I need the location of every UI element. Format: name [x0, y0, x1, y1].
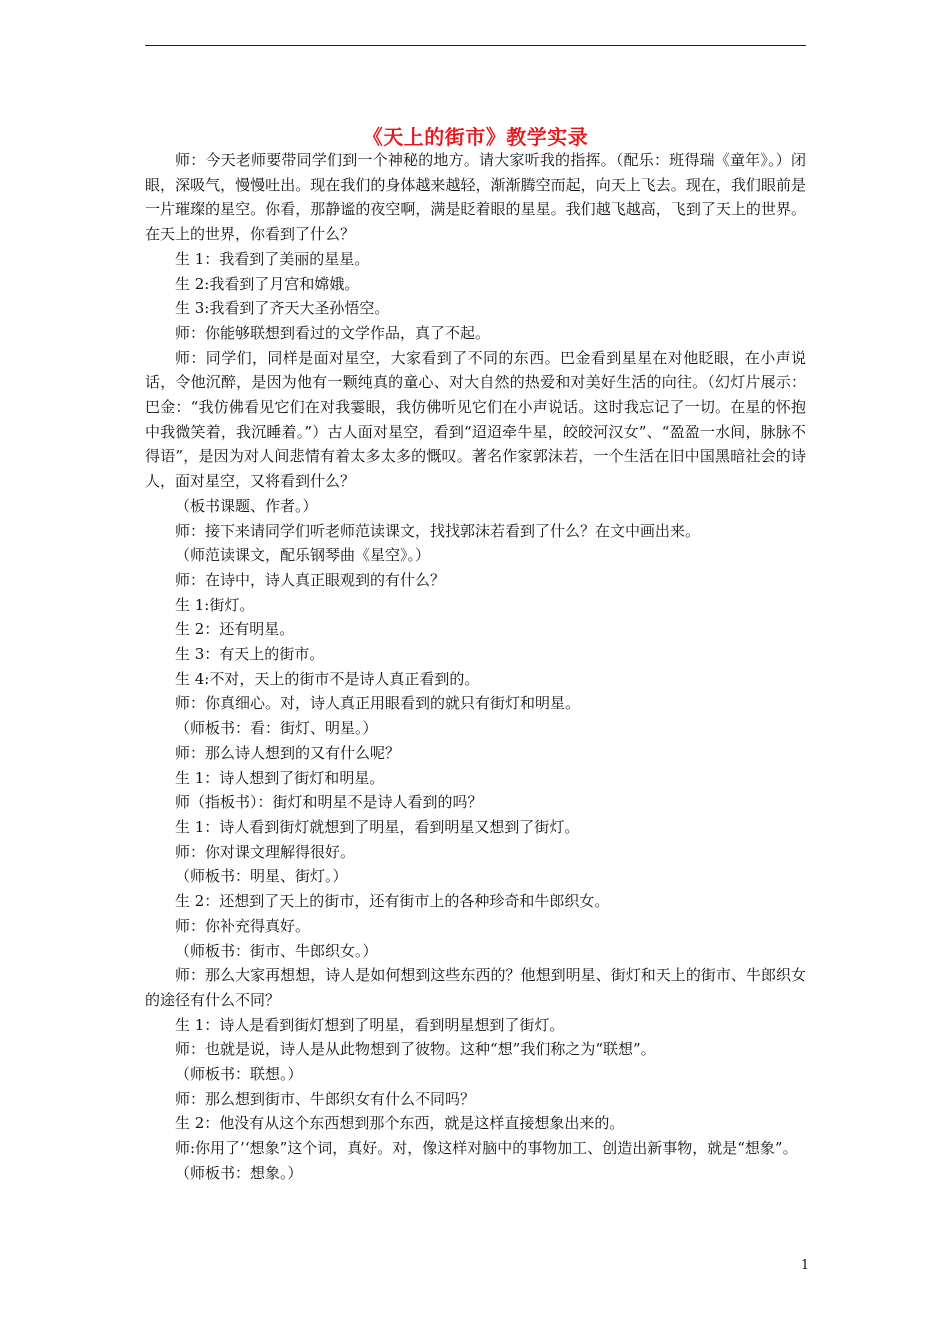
paragraph: 生 3：有天上的街市。: [175, 645, 325, 664]
paragraph: 师：也就是说，诗人是从此物想到了彼物。这种“想”我们称之为“联想”。: [175, 1040, 656, 1059]
paragraph: 生 1：诗人是看到街灯想到了明星，看到明星想到了街灯。: [175, 1015, 565, 1034]
document-body: [145, 148, 806, 1186]
paragraph: 生 2：还有明星。: [175, 620, 295, 639]
paragraph: 师:你用了’‘想象”这个词，真好。对，像这样对脑中的事物加工、创造出新事物，就是“想象”。: [175, 1139, 798, 1158]
paragraph: 师：你能够联想到看过的文学作品，真了不起。: [175, 323, 491, 342]
paragraph: （师板书：明星、街灯。）: [175, 867, 348, 886]
paragraph: 生 1：诗人想到了街灯和明星。: [175, 768, 385, 787]
paragraph: （师板书：街市、牛郎织女。）: [175, 941, 378, 960]
paragraph: 师：接下来请同学们听老师范读课文，找找郭沫若看到了什么？在文中画出来。: [175, 521, 701, 540]
paragraph: 师：你对课文理解得很好。: [175, 842, 356, 861]
paragraph: 生 2：他没有从这个东西想到那个东西，就是这样直接想象出来的。: [175, 1114, 625, 1133]
paragraph: 师：那么诗人想到的又有什么呢？: [175, 743, 401, 762]
paragraph-intro: 师：今天老师要带同学们到一个神秘的地方。请大家听我的指挥。（配乐：班得瑞《童年》。）闭眼，深吸气，慢慢吐出。现在我们的身体越来越轻，渐渐腾空而起，向天上飞去。现在，我们眼前是一片璀璨的星空。你看，那静谧的夜空啊，满是眨着眼的星星。我们越飞越高，飞到了天上的世界。在天上的世界，你看到了什么？: [145, 151, 806, 244]
paragraph: 生 2:我看到了月宫和嫦娥。: [175, 274, 360, 293]
paragraph: （师范读课文，配乐钢琴曲《星空》。）: [175, 546, 431, 565]
paragraph: 生 1：诗人看到街灯就想到了明星，看到明星又想到了街灯。: [175, 817, 580, 836]
page-number: 1: [800, 1258, 810, 1273]
paragraph: 师：那么大家再想想，诗人是如何想到这些东西的？他想到明星、街灯和天上的街市、牛郎织女的途径有什么不同？: [145, 966, 806, 1009]
paragraph: 生 2：还想到了天上的街市，还有街市上的各种珍奇和牛郎织女。: [175, 892, 610, 911]
paragraph: 师：在诗中，诗人真正眼观到的有什么？: [175, 570, 446, 589]
paragraph: （师板书：看：街灯、明星。）: [175, 719, 378, 738]
document-title: 《天上的街市》教学实录: [362, 125, 589, 149]
paragraph: 生 3:我看到了齐天大圣孙悟空。: [175, 299, 390, 318]
paragraph: （师板书：想象。）: [175, 1163, 303, 1182]
paragraph: 生 1:街灯。: [175, 595, 255, 614]
paragraph: 师：你真细心。对，诗人真正用眼看到的就只有街灯和明星。: [175, 694, 581, 713]
paragraph: 生 4:不对，天上的街市不是诗人真正看到的。: [175, 669, 480, 688]
paragraph: （板书课题、作者。）: [175, 496, 318, 515]
paragraph: 师：那么想到街市、牛郎织女有什么不同吗？: [175, 1089, 476, 1108]
header-rule: [145, 45, 806, 46]
paragraph: （师板书：联想。）: [175, 1065, 303, 1084]
paragraph: 生 1：我看到了美丽的星星。: [175, 249, 370, 268]
paragraph: 师（指板书）：街灯和明星不是诗人看到的吗？: [175, 793, 483, 812]
paragraph: 师：同学们，同样是面对星空，大家看到了不同的东西。巴金看到星星在对他眨眼，在小声说话，令他沉醉，是因为他有一颗纯真的童心、对大自然的热爱和对美好生活的向往。（幻灯片展示：巴金：“我仿佛看见它们在对我霎眼，我仿佛听见它们在小声说话。这时我忘记了一切。在星的怀抱中我微笑着，我沉睡着。”）古人面对星空，看到“迢迢牵牛星，皎皎河汉女”、“盈盈一水间，脉脉不得语”，是因为对人间悲情有着太多太多的慨叹。著名作家郭沫若，一个生活在旧中国黑暗社会的诗人，面对星空，又将看到什么？: [145, 348, 806, 491]
paragraph: 师：你补充得真好。: [175, 916, 311, 935]
